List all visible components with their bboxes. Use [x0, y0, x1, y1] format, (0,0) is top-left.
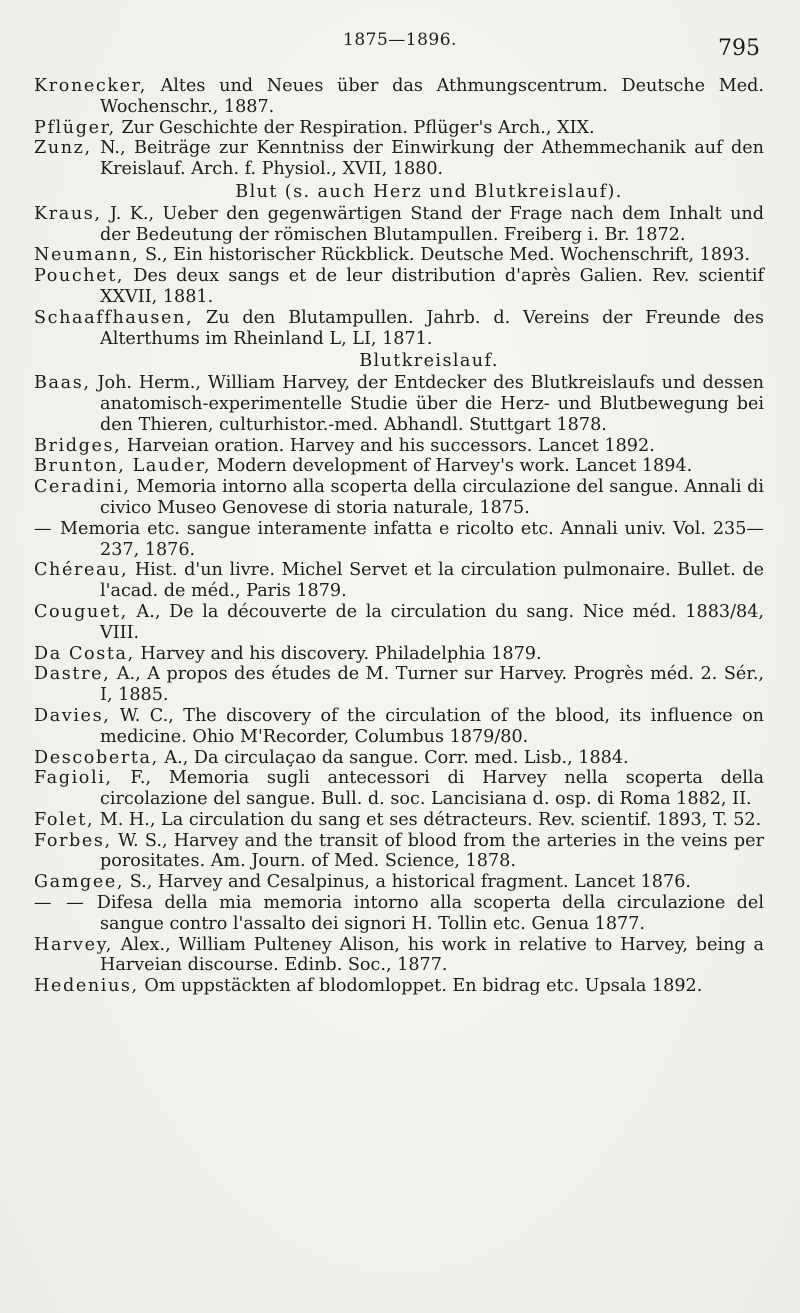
entry-citation: Memoria intorno alla scoperta della circulazione del sangue. Annali di civico Museo Genovese di storia naturale, 1875.	[100, 477, 764, 518]
entry-citation: Zur Geschichte der Respiration. Pflüger's Arch., XIX.	[115, 117, 595, 138]
entry-author: Dastre,	[34, 664, 111, 685]
entry-citation: Zu den Blutampullen. Jahrb. d. Vereins der Freunde des Alterthums im Rheinland L, LI, 1871.	[100, 307, 764, 349]
entry-citation: Alex., William Pulteney Alison, his work in relative to Harvey, being a Harveian discourse. Edinb. Soc., 1877.	[100, 934, 764, 976]
entry-author: Davies,	[34, 705, 111, 726]
entry-author: Pouchet,	[34, 266, 125, 287]
entry-author: Baas,	[34, 373, 91, 394]
entry-citation: A., A propos des études de M. Turner sur Harvey. Progrès méd. 2. Sér., I, 1885.	[100, 664, 764, 706]
bibliography-entry	[34, 245, 764, 266]
entry-citation: Modern development of Harvey's work. Lancet 1894.	[211, 456, 693, 477]
entry-author: Zunz,	[34, 138, 92, 159]
bibliography-entry	[34, 436, 764, 457]
entry-author: Harvey,	[34, 934, 113, 955]
entry-citation: Memoria etc. sangue interamente infatta e ricolto etc. Annali univ. Vol. 235—237, 1876.	[53, 518, 764, 560]
entry-citation: F., Memoria sugli antecessori di Harvey nella scoperta della circolazione del sangue. Bull. d. soc. Lancisiana d. osp. di Roma 1882, II.	[100, 768, 764, 810]
entry-author: —	[34, 518, 54, 539]
bibliography-entry	[34, 118, 764, 139]
bibliography-entry	[34, 706, 764, 748]
entry-author: Fagioli,	[34, 768, 113, 789]
section-heading: Blutkreislauf.	[359, 351, 499, 372]
entry-author: Couguet,	[34, 601, 128, 622]
entry-citation: Om uppstäckten af blodomloppet. En bidrag etc. Upsala 1892.	[138, 976, 703, 997]
bibliography-entry	[34, 893, 764, 935]
entry-citation: Harvey and his discovery. Philadelphia 1879.	[134, 643, 542, 664]
bibliography-entry	[34, 477, 764, 519]
entry-citation: Joh. Herm., William Harvey, der Entdecker des Blutkreislaufs und dessen anatomisch-experimentelle Studie über die Herz- und Blutbewegung bei den Thieren, culturhistor.-med. Abhandl. Stuttgart 1878.	[90, 373, 764, 435]
entry-author: Hedenius,	[34, 976, 139, 997]
bibliography-entry	[34, 373, 764, 435]
entry-citation: S., Harvey and Cesalpinus, a historical fragment. Lancet 1876.	[124, 872, 691, 893]
bibliography-entry	[34, 768, 764, 810]
bibliography-entry	[34, 138, 764, 180]
bibliography-entry	[34, 664, 764, 706]
entry-author: Folet,	[34, 809, 95, 830]
entry-author: Gamgee,	[34, 872, 125, 893]
bibliography-entry	[34, 831, 764, 873]
entry-citation: Harveian oration. Harvey and his successors. Lancet 1892.	[121, 435, 655, 456]
entry-author: Chéreau,	[34, 560, 129, 581]
bibliography-entry	[34, 266, 764, 308]
entry-citation: M. H., La circulation du sang et ses détracteurs. Rev. scientif. 1893, T. 52.	[94, 809, 762, 830]
entry-author: Forbes,	[34, 830, 112, 851]
entry-author: Da Costa,	[34, 643, 135, 664]
entry-citation: Hist. d'un livre. Michel Servet et la circulation pulmonaire. Bullet. de l'acad. de méd., Paris 1879.	[100, 560, 764, 602]
bibliography-body	[34, 76, 764, 997]
bibliography-entry	[34, 602, 764, 644]
entry-author: Neumann,	[34, 245, 140, 266]
section-heading: Blut (s. auch Herz und Blutkreislauf).	[235, 181, 623, 202]
entry-author: Brunton, Lauder,	[34, 456, 212, 477]
bibliography-entry	[34, 810, 764, 831]
entry-author: Kraus,	[34, 203, 102, 224]
bibliography-entry	[34, 935, 764, 977]
entry-citation: J. K., Ueber den gegenwärtigen Stand der Frage nach dem Inhalt und der Bedeutung der römischen Blutampullen. Freiberg i. Br. 1872.	[100, 203, 764, 245]
entry-author: Schaaffhausen,	[34, 307, 194, 328]
entry-author: — —	[34, 893, 86, 914]
entry-citation: N., Beiträge zur Kenntniss der Einwirkung der Athemmechanik auf den Kreislauf. Arch. f. Physiol., XVII, 1880.	[91, 138, 764, 180]
running-head: 1875—1896.	[343, 30, 457, 50]
bibliography-entry	[34, 204, 764, 246]
bibliography-entry	[34, 644, 764, 665]
entry-citation: Altes und Neues über das Athmungscentrum. Deutsche Med. Wochenschr., 1887.	[100, 76, 764, 117]
entry-citation: W. S., Harvey and the transit of blood from the arteries in the veins per porositates. Am. Journ. of Med. Science, 1878.	[100, 830, 764, 872]
entry-citation: A., Da circulaçao da sangue. Corr. med. Lisb., 1884.	[158, 747, 629, 768]
bibliography-entry	[34, 976, 764, 997]
page-number: 795	[718, 36, 760, 61]
bibliography-entry	[34, 872, 764, 893]
bibliography-entry	[34, 456, 764, 477]
entry-citation: A., De la découverte de la circulation du sang. Nice méd. 1883/84, VIII.	[100, 601, 764, 643]
entry-author: Pflüger,	[34, 117, 116, 138]
entry-citation: W. C., The discovery of the circulation of the blood, its influence on medicine. Ohio M'Recorder, Columbus 1879/80.	[100, 705, 764, 747]
bibliography-entry	[34, 560, 764, 602]
entry-citation: Des deux sangs et de leur distribution d'après Galien. Rev. scientif XXVII, 1881.	[100, 266, 764, 307]
bibliography-entry	[34, 519, 764, 561]
entry-author: Descoberta,	[34, 747, 159, 768]
bibliography-entry	[34, 308, 764, 350]
entry-citation: S., Ein historischer Rückblick. Deutsche Med. Wochenschrift, 1893.	[139, 245, 750, 266]
bibliography-entry	[34, 748, 764, 769]
entry-citation: Difesa della mia memoria intorno alla scoperta della circulazione del sangue contro l'assalto dei signori H. Tollin etc. Genua 1877.	[85, 893, 764, 934]
bibliography-entry	[34, 76, 764, 118]
entry-author: Ceradini,	[34, 477, 131, 498]
entry-author: Bridges,	[34, 435, 122, 456]
entry-author: Kronecker,	[34, 76, 147, 96]
